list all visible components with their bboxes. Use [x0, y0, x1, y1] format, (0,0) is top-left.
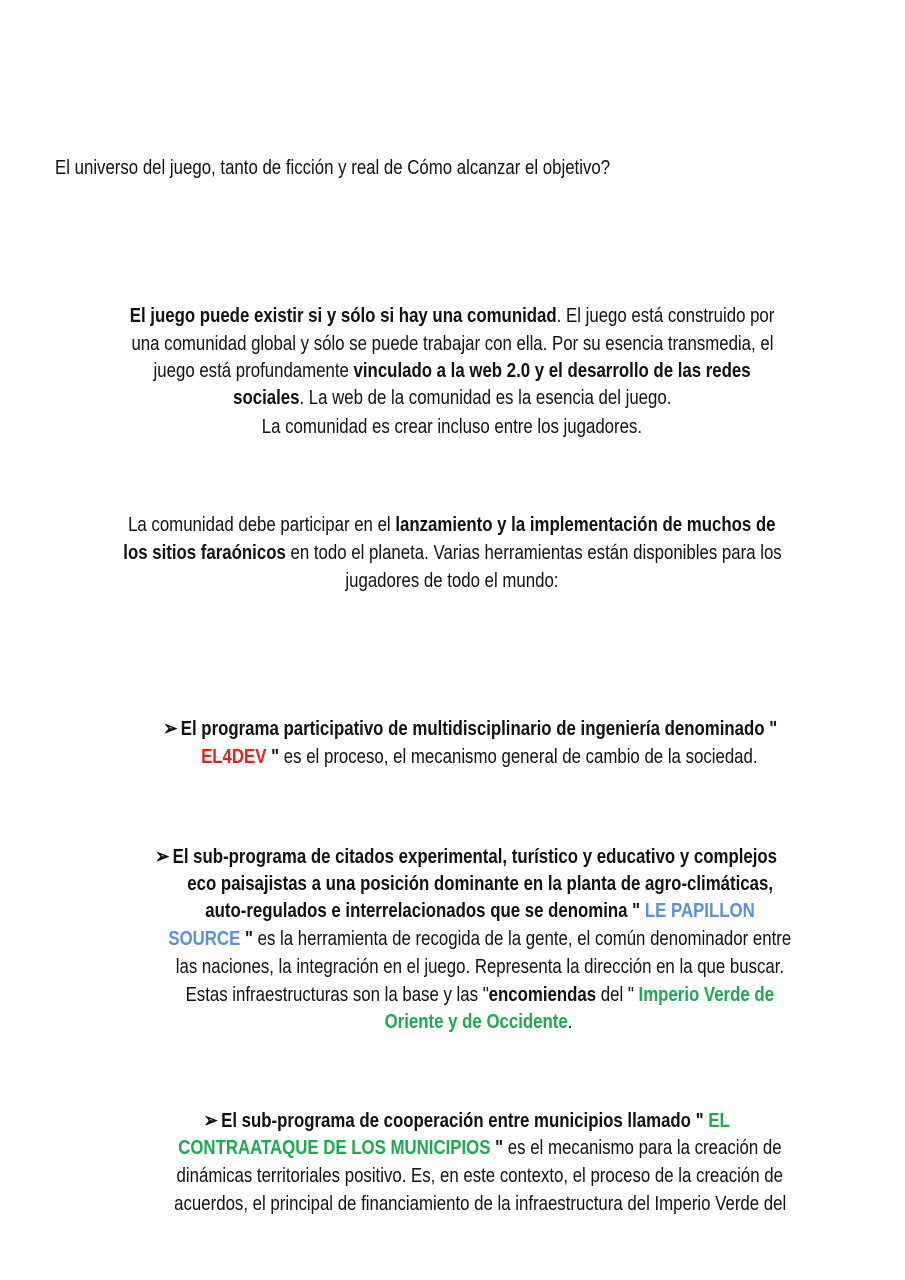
- text-segment: es el proceso, el mecanismo general de cambio de la sociedad.: [278, 745, 758, 768]
- text-segment: es la herramienta de recogida de la gente, el común denominador entre: [253, 927, 792, 950]
- text-segment: lanzamiento y la implementación de muchos de: [395, 513, 776, 536]
- text-segment: dinámicas territoriales positivo. Es, en este contexto, el proceso de la creación de: [176, 1164, 784, 1187]
- text-line: [2, 330, 902, 358]
- text-segment: La comunidad debe participar en el: [128, 513, 396, 536]
- text-segment: ": [240, 927, 254, 950]
- text-segment: del ": [596, 983, 639, 1006]
- text-line: [2, 413, 902, 441]
- highlighted-term: SOURCE: [168, 927, 241, 950]
- text-line: [30, 925, 905, 953]
- text-segment: es el mecanismo para la creación de: [503, 1136, 782, 1159]
- highlighted-term: Oriente y de Occidente: [385, 1010, 569, 1033]
- text-segment: El sub-programa de cooperación entre municipios llamado ": [221, 1109, 709, 1132]
- arrowhead-bullet-icon: ➢: [163, 717, 178, 740]
- text-line: [16, 843, 905, 871]
- text-segment: La comunidad es crear incluso entre los jugadores.: [261, 415, 643, 438]
- text-segment: eco paisajistas a una posición dominante en la planta de agro-climáticas,: [187, 872, 773, 895]
- text-line: [20, 715, 905, 743]
- text-segment: una comunidad global y sólo se puede trabajar con ella. Por su esencia transmedia, el: [131, 332, 773, 355]
- text-segment: . El juego está construido por: [556, 304, 775, 327]
- text-segment: El sub-programa de citados experimental, turístico y educativo y complejos: [172, 845, 777, 868]
- text-line: [2, 357, 902, 385]
- highlighted-term: LE PAPILLON: [644, 899, 755, 922]
- text-line: [30, 981, 905, 1009]
- text-segment: El universo del juego, tanto de ficción y real de Cómo alcanzar el objetivo?: [55, 156, 611, 179]
- arrowhead-bullet-icon: ➢: [203, 1109, 219, 1132]
- text-segment: .: [568, 1010, 573, 1033]
- text-segment: acuerdos, el principal de financiamiento de la infraestructura del Imperio Verde del: [173, 1192, 787, 1215]
- text-segment: juego está profundamente: [153, 359, 354, 382]
- text-segment: encomiendas: [488, 983, 597, 1006]
- text-line: [2, 539, 902, 567]
- text-line: [29, 743, 905, 771]
- text-line: [2, 302, 902, 330]
- text-segment: ": [266, 745, 279, 768]
- highlighted-term: EL: [708, 1109, 731, 1132]
- highlighted-term: CONTRAATAQUE DE LOS MUNICIPIOS: [178, 1136, 491, 1159]
- text-segment: las naciones, la integración en el juego. Representa la dirección en la que buscar.: [175, 955, 785, 978]
- text-segment: los sitios faraónicos: [122, 541, 286, 564]
- text-segment: . La web de la comunidad es la esencia del juego.: [299, 386, 672, 409]
- text-line: [30, 953, 905, 981]
- text-segment: en todo el planeta. Varias herramientas están disponibles para los: [285, 541, 782, 564]
- text-line: [30, 1162, 905, 1190]
- text-segment: El programa participativo de multidisciplinario de ingeniería denominado ": [180, 717, 777, 740]
- text-line: [17, 1107, 905, 1135]
- text-segment: jugadores de todo el mundo:: [345, 569, 559, 592]
- text-segment: ": [490, 1136, 504, 1159]
- highlighted-term: EL4DEV: [200, 745, 267, 768]
- text-line: [2, 511, 902, 539]
- text-segment: El juego puede existir si y sólo si hay una comunidad: [129, 304, 557, 327]
- text-line: [29, 1008, 905, 1036]
- text-line: [30, 897, 905, 925]
- text-line: [30, 1190, 905, 1218]
- text-segment: Estas infraestructuras son la base y las ": [185, 983, 489, 1006]
- arrowhead-bullet-icon: ➢: [155, 845, 170, 868]
- text-line: [55, 154, 732, 182]
- text-line: [2, 384, 902, 412]
- text-line: [2, 567, 902, 595]
- highlighted-term: Imperio Verde de: [638, 983, 775, 1006]
- text-segment: vinculado a la web 2.0 y el desarrollo de las redes: [353, 359, 751, 382]
- text-line: [30, 1134, 905, 1162]
- text-segment: sociales: [232, 386, 300, 409]
- text-line: [30, 870, 905, 898]
- text-segment: auto-regulados e interrelacionados que se denomina ": [205, 899, 645, 922]
